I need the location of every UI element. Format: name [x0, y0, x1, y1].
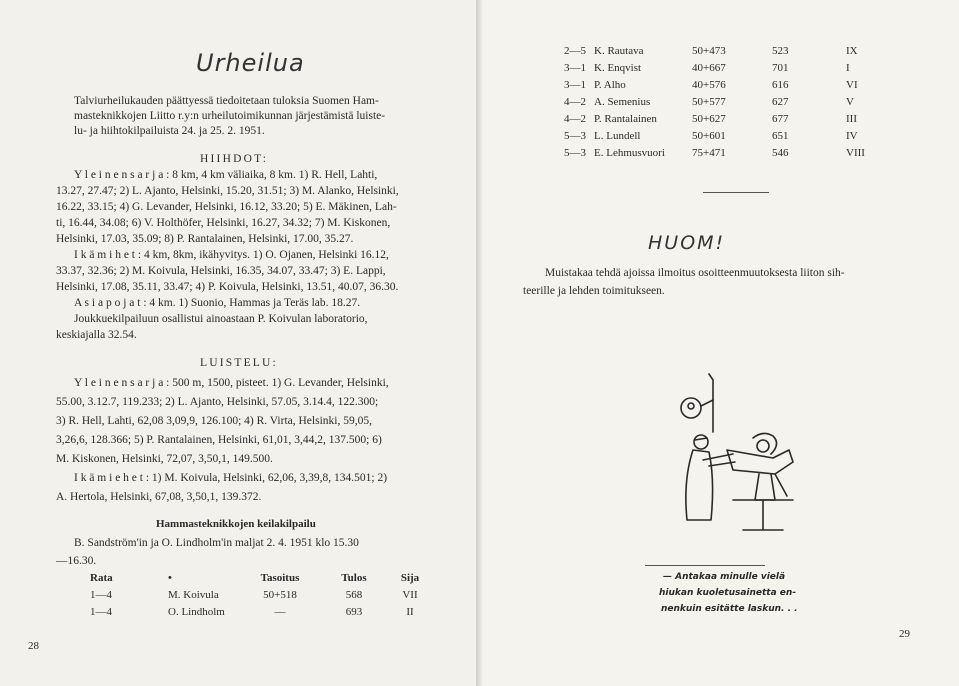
- cell-tasoitus: 50+627: [692, 113, 726, 125]
- cell-sija: III: [846, 113, 857, 125]
- cell-sija: VI: [846, 79, 858, 91]
- bowling-heading: Hammasteknikkojen keilakilpailu: [156, 518, 316, 530]
- skate-line: 3,26,6, 128.366; 5) P. Rantalainen, Helsinki, 61,01, 3,44,2, 137.500; 6): [56, 434, 382, 446]
- cell-tasoitus: 40+667: [692, 62, 726, 74]
- table-row: [564, 128, 882, 145]
- intro-line: Talviurheilukauden päättyessä tiedoitetaan tuloksia Suomen Ham-: [74, 95, 379, 107]
- right-page: [483, 0, 959, 686]
- cell-name: E. Lehmusvuori: [594, 147, 665, 159]
- cell-tulos: 627: [772, 96, 789, 108]
- cell-name: K. Rautava: [594, 45, 644, 57]
- skate-line: 3) R. Hell, Lahti, 62,08 3,09,9, 126.100; 4) R. Virta, Helsinki, 59,05,: [56, 415, 372, 427]
- table-header-row: [90, 570, 430, 587]
- page-number: 28: [28, 640, 39, 652]
- col-header-rata: Rata: [90, 572, 113, 584]
- page-title: Urheilua: [196, 49, 305, 77]
- table-row: [564, 77, 882, 94]
- cell-rata: 2—5: [564, 45, 586, 57]
- cell-rata: 4—2: [564, 96, 586, 108]
- ski-line: 33.37, 32.36; 2) M. Koivula, Helsinki, 16.35, 34.07, 33.47; 3) E. Lappi,: [56, 265, 386, 277]
- cell-sija: I: [846, 62, 850, 74]
- ski-line: Y l e i n e n s a r j a : 8 km, 4 km väliaika, 8 km. 1) R. Hell, Lahti,: [74, 169, 378, 181]
- skate-line: Y l e i n e n s a r j a : 500 m, 1500, pisteet. 1) G. Levander, Helsinki,: [74, 377, 389, 389]
- skate-line: I k ä m i e h e t : 1) M. Koivula, Helsinki, 62,06, 3,39,8, 134.501; 2): [74, 472, 388, 484]
- cell-sija: VII: [402, 589, 418, 601]
- table-row: [90, 604, 430, 621]
- cell-tulos: 701: [772, 62, 789, 74]
- bowling-table: [90, 570, 430, 621]
- caption-line: nenkuin esitätte laskun. . .: [661, 604, 798, 614]
- cell-rata: 5—3: [564, 147, 586, 159]
- ski-line: I k ä m i h e t : 4 km, 8km, ikähyvitys. 1) O. Ojanen, Helsinki 16.12,: [74, 249, 389, 261]
- ski-line: ti, 16.44, 34.08; 6) V. Holthöfer, Helsinki, 16.27, 34.32; 7) M. Kiskonen,: [56, 217, 391, 229]
- ski-heading: HIIHDOT:: [200, 153, 269, 165]
- intro-line: masteknikkojen Liitto r.y:n urheilutoimikunnan järjestämistä luiste-: [74, 110, 386, 122]
- huom-line: teerille ja lehden toimitukseen.: [523, 285, 665, 297]
- dentist-cartoon-illustration: [663, 370, 803, 545]
- ski-line: Helsinki, 17.03, 35.09; 8) P. Rantalainen, Helsinki, 17.00, 35.27.: [56, 233, 354, 245]
- table-row: [564, 60, 882, 77]
- table-row: [564, 94, 882, 111]
- cell-name: A. Semenius: [594, 96, 651, 108]
- cell-sija: VIII: [846, 147, 865, 159]
- col-header-tulos: Tulos: [341, 572, 367, 584]
- cell-tulos: 523: [772, 45, 789, 57]
- cell-tasoitus: 75+471: [692, 147, 726, 159]
- book-gutter: [476, 0, 483, 686]
- table-row: [90, 587, 430, 604]
- divider-rule: [703, 192, 769, 193]
- col-header-sija: Sija: [400, 572, 420, 584]
- cell-tasoitus: 50+473: [692, 45, 726, 57]
- cell-tasoitus: 40+576: [692, 79, 726, 91]
- huom-title: HUOM!: [648, 232, 726, 254]
- bowling-table-continued: [564, 43, 882, 162]
- cell-tasoitus: —: [274, 606, 286, 618]
- cell-name: M. Koivula: [168, 589, 219, 601]
- page-number: 29: [899, 628, 910, 640]
- cell-rata: 1—4: [90, 606, 112, 618]
- skate-heading: LUISTELU:: [200, 357, 278, 369]
- huom-line: Muistakaa tehdä ajoissa ilmoitus osoitteenmuutoksesta liiton sih-: [545, 267, 845, 279]
- cell-tulos: 616: [772, 79, 789, 91]
- intro-line: lu- ja hiihtokilpailuista 24. ja 25. 2. 1951.: [74, 125, 265, 137]
- ski-line: 13.27, 27.47; 2) L. Ajanto, Helsinki, 15.20, 31.51; 3) M. Alanko, Helsinki,: [56, 185, 399, 197]
- ski-line: Joukkuekilpailuun osallistui ainoastaan P. Koivulan laboratorio,: [74, 313, 368, 325]
- ski-line: A s i a p o j a t : 4 km. 1) Suonio, Hammas ja Teräs lab. 18.27.: [74, 297, 361, 309]
- cell-name: P. Rantalainen: [594, 113, 657, 125]
- skate-line: M. Kiskonen, Helsinki, 72,07, 3,50,1, 149.500.: [56, 453, 273, 465]
- cell-tulos: 693: [345, 606, 363, 618]
- cell-rata: 3—1: [564, 79, 586, 91]
- cell-sija: IV: [846, 130, 858, 142]
- table-row: [564, 43, 882, 60]
- ski-line: keskiajalla 32.54.: [56, 329, 137, 341]
- table-row: [564, 145, 882, 162]
- cell-rata: 3—1: [564, 62, 586, 74]
- cell-name: K. Enqvist: [594, 62, 642, 74]
- ski-line: Helsinki, 17.08, 35.11, 33.47; 4) P. Koivula, Helsinki, 13.51, 40.07, 36.30.: [56, 281, 399, 293]
- caption-line: — Antakaa minulle vielä: [663, 572, 786, 582]
- cell-rata: 1—4: [90, 589, 112, 601]
- caption-rule: [645, 565, 765, 566]
- bowling-line: —16.30.: [56, 555, 97, 567]
- left-page: [0, 0, 476, 686]
- col-header-tasoitus: Tasoitus: [260, 572, 300, 584]
- cell-sija: IX: [846, 45, 858, 57]
- col-header-name: •: [168, 572, 172, 584]
- cell-tulos: 651: [772, 130, 789, 142]
- cell-rata: 4—2: [564, 113, 586, 125]
- cell-tulos: 546: [772, 147, 789, 159]
- ski-line: 16.22, 33.15; 4) G. Levander, Helsinki, 16.12, 33.20; 5) E. Mäkinen, Lah-: [56, 201, 397, 213]
- cell-tulos: 677: [772, 113, 789, 125]
- cell-tasoitus: 50+518: [263, 589, 297, 601]
- cell-tulos: 568: [345, 589, 363, 601]
- caption-line: hiukan kuoletusainetta en-: [659, 588, 797, 598]
- bowling-line: B. Sandström'in ja O. Lindholm'in maljat 2. 4. 1951 klo 15.30: [74, 537, 359, 549]
- cell-tasoitus: 50+577: [692, 96, 726, 108]
- skate-line: 55.00, 3.12.7, 119.233; 2) L. Ajanto, Helsinki, 57.05, 3.14.4, 122.300;: [56, 396, 379, 408]
- cell-rata: 5—3: [564, 130, 586, 142]
- table-row: [564, 111, 882, 128]
- cell-name: O. Lindholm: [168, 606, 225, 618]
- cell-sija: II: [406, 606, 414, 618]
- skate-line: A. Hertola, Helsinki, 67,08, 3,50,1, 139.372.: [56, 491, 262, 503]
- cell-sija: V: [846, 96, 854, 108]
- cell-name: P. Alho: [594, 79, 626, 91]
- cell-name: L. Lundell: [594, 130, 641, 142]
- cell-tasoitus: 50+601: [692, 130, 726, 142]
